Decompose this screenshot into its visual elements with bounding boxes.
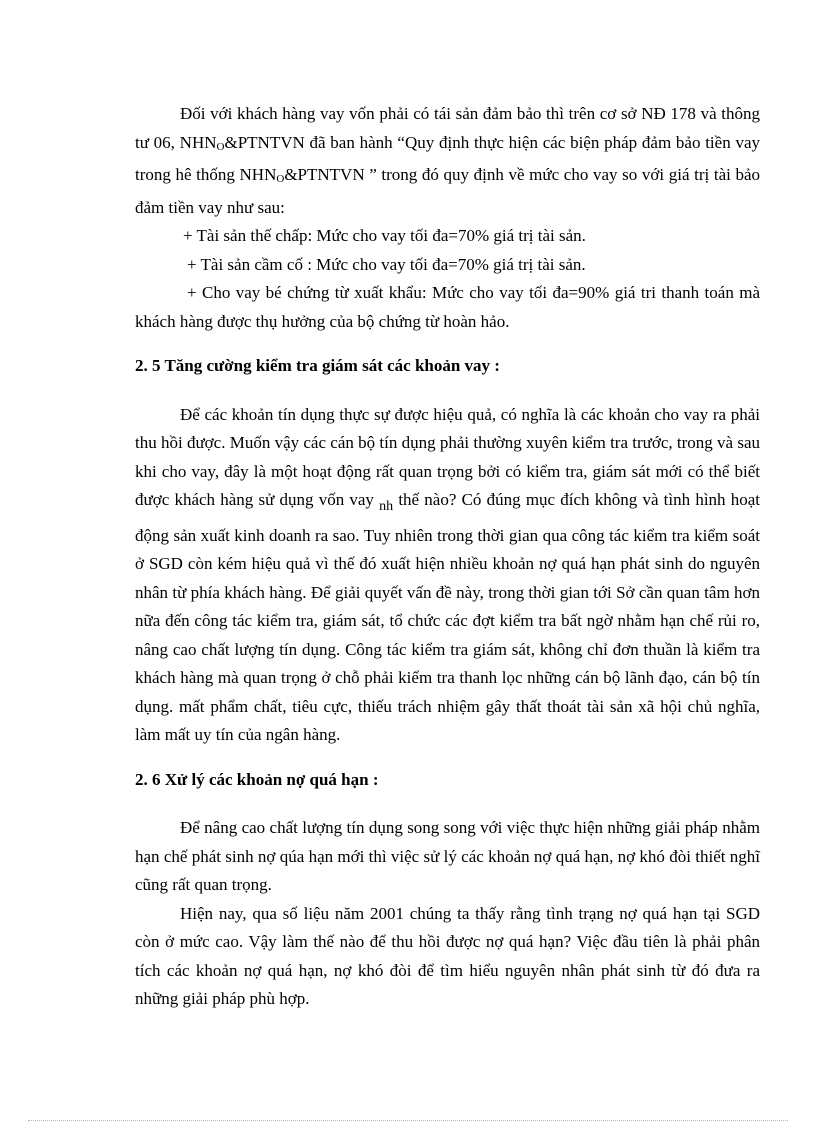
intro-subscript-2: O [276, 173, 285, 185]
section-2-5-subscript: nh [379, 499, 394, 514]
document-page [135, 100, 760, 1014]
section-2-6-paragraph-1: Để nâng cao chất lượng tín dụng song song với việc thực hiện những giải pháp nhằm hạn chế phát sinh nợ qúa hạn mới thì việc sử lý các khoản nợ quá hạn, nợ khó đòi thiết nghĩ cũng rất quan trọng. [135, 818, 760, 894]
page-bottom-divider [28, 1120, 788, 1121]
section-heading-2-6: 2. 6 Xử lý các khoản nợ quá hạn : [135, 769, 379, 789]
list-item-collateral: + Tài sản thế chấp: Mức cho vay tối đa=70% giá trị tài sản. [183, 226, 586, 245]
section-2-5-text-1: Để các khoản tín dụng thực sự được hiệu quả, có nghĩa là các khoản cho vay ra phải thu hồi được. Muốn vậy các cán bộ tín dụng phải thường xuyên kiểm tra trước, trong và sau khi cho vay, đây là một hoạt động rất quan trọng bởi có kiểm tra, giám sát mới có thể biết được khách hàng sử dụng vốn vay [135, 404, 760, 509]
intro-paragraph [135, 100, 760, 222]
section-2-6-paragraph-2: Hiện nay, qua số liệu năm 2001 chúng ta thấy rằng tình trạng nợ quá hạn tại SGD còn ở mức cao. Vậy làm thế nào để thu hồi được nợ quá hạn? Việc đầu tiên là phải phân tích các khoản nợ quá hạn, nợ khó đòi để tìm hiểu nguyên nhân phát sinh từ đó đưa ra những giải pháp phù hợp. [135, 903, 760, 1008]
intro-text-1: Đối với khách hàng vay vốn phải có tái sản đảm bảo thì trên cơ sở NĐ 178 và thông tư 06, NHN [135, 104, 760, 152]
section-2-5-paragraph [135, 401, 760, 750]
section-2-5-text-2: thế nào? Có đúng mục đích không và tình hình hoạt động sản xuất kinh doanh ra sao. Tuy nhiên trong thời gian qua công tác kiểm tra kiểm soát ở SGD còn kém hiệu quả vì thế đó xuất hiện nhiều khoản nợ quá hạn phát sinh do nguyên nhân từ phía khách hàng. Để giải quyết vấn đề này, trong thời gian tới Sở cần quan tâm hơn nữa đến công tác kiểm tra, giám sát, tổ chức các đợt kiểm tra bất ngờ nhằm hạn chế rủi ro, nâng cao chất lượng tín dụng. Công tác kiểm tra giám sát, không chỉ đơn thuần là kiểm tra khách hàng mà quan trọng ở chỗ phải kiểm tra thanh lọc những cán bộ lãnh đạo, cán bộ tín dụng. mất phẩm chất, tiêu cực, thiếu trách nhiệm gây thất thoát tài sản xã hội chủ nghĩa, làm mất uy tín của ngân hàng. [135, 490, 761, 744]
list-item-export-documents: + Cho vay bé chứng từ xuất khẩu: Mức cho vay tối đa=90% giá tri thanh toán mà khách hàng được thụ hưởng của bộ chứng từ hoàn hảo. [135, 283, 760, 331]
intro-text-2: &PTNTVN đã ban hành “Quy định thực hiện các biện pháp đảm bảo tiền vay trong hê thống NHN [135, 132, 760, 184]
list-item-pledge: + Tài sản cầm cố : Mức cho vay tối đa=70% giá trị tài sản. [187, 254, 586, 274]
intro-subscript-1: O [216, 140, 225, 153]
intro-text-3: &PTNTVN ” trong đó quy định về mức cho vay so với giá trị tài bảo đảm tiền vay như sau: [135, 165, 761, 217]
section-heading-2-5: 2. 5 Tăng cường kiểm tra giám sát các khoản vay : [135, 356, 500, 375]
